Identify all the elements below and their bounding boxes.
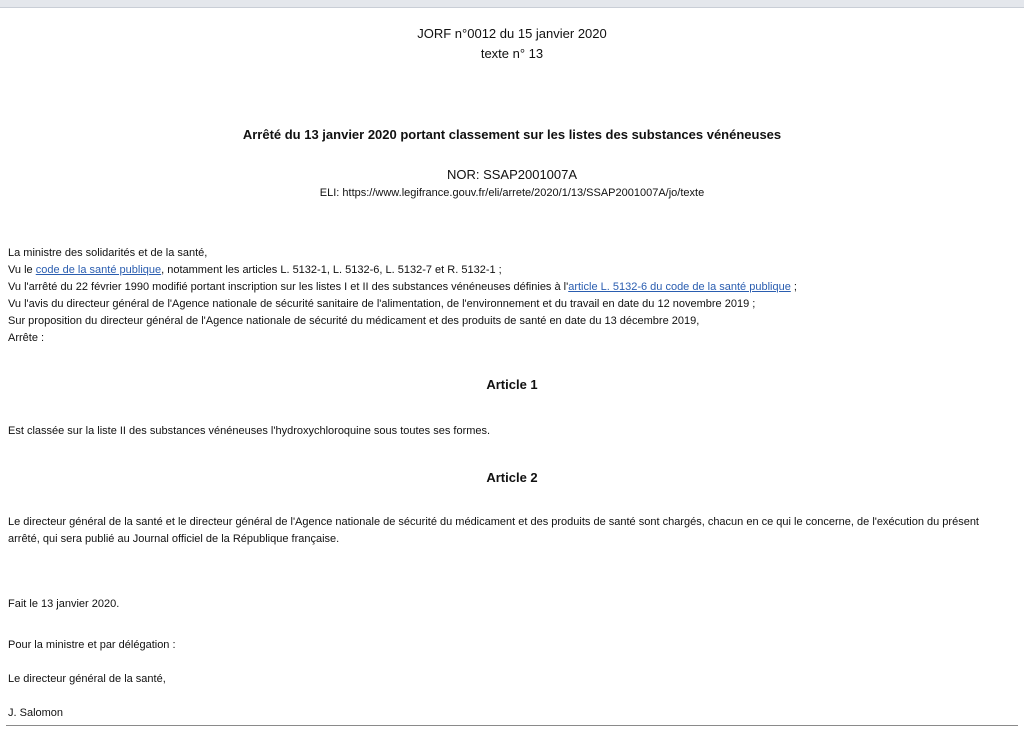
visa-code-suffix: , notamment les articles L. 5132-1, L. 5132-6, L. 5132-7 et R. 5132-1 ; [161,264,502,276]
nor-reference: NOR: SSAP2001007A [446,167,578,182]
article-2-text: Le directeur général de la santé et le directeur général de l'Agence nationale de sécurité du médicament et des produits de santé sont chargés, chacun en ce qui le concerne, de l'exécution du présent arrêté, qui sera publié au Journal officiel de la République française. [8,516,979,545]
visa-line-ministre: La ministre des solidarités et de la santé, [8,247,208,259]
visa-line-arrete-1990 [8,279,797,296]
visa-arrete-prefix: Vu l'arrêté du 22 février 1990 modifié portant inscription sur les listes I et II des substances vénéneuses définies à l' [8,281,569,293]
bottom-divider [6,725,1018,726]
visa-line-arrete: Arrête : [8,332,45,344]
signatory-name: J. Salomon [8,707,64,719]
eli-reference: ELI: https://www.legifrance.gouv.fr/eli/arrete/2020/1/13/SSAP2001007A/jo/texte [319,187,705,199]
jorf-reference: JORF n°0012 du 15 janvier 2020 [417,26,607,41]
visa-code-prefix: Vu le [8,264,36,276]
delegation-line: Pour la ministre et par délégation : [8,639,176,651]
texte-number: texte n° 13 [480,46,544,61]
article-1-text: Est classée sur la liste II des substances vénéneuses l'hydroxychloroquine sous toutes ses formes. [8,425,491,437]
visa-line-code [8,262,797,279]
signatory-title: Le directeur général de la santé, [8,673,166,685]
visas-block [8,245,797,347]
visa-line-avis: Vu l'avis du directeur général de l'Agence nationale de sécurité sanitaire de l'alimentation, de l'environnement et du travail en date du 12 novembre 2019 ; [8,298,756,310]
top-border-strip [0,0,1024,8]
fait-date: Fait le 13 janvier 2020. [8,598,120,610]
code-sante-publique-link[interactable]: code de la santé publique [35,264,162,276]
visa-arrete-suffix: ; [790,281,797,293]
document-title: Arrêté du 13 janvier 2020 portant classement sur les listes des substances vénéneuses [242,127,782,142]
visa-line-proposition: Sur proposition du directeur général de l'Agence nationale de sécurité du médicament et des produits de santé en date du 13 décembre 2019, [8,315,700,327]
article-1-heading: Article 1 [486,377,538,392]
article-2-heading: Article 2 [486,470,538,485]
article-l5132-6-link[interactable]: article L. 5132-6 du code de la santé publique [568,281,791,293]
